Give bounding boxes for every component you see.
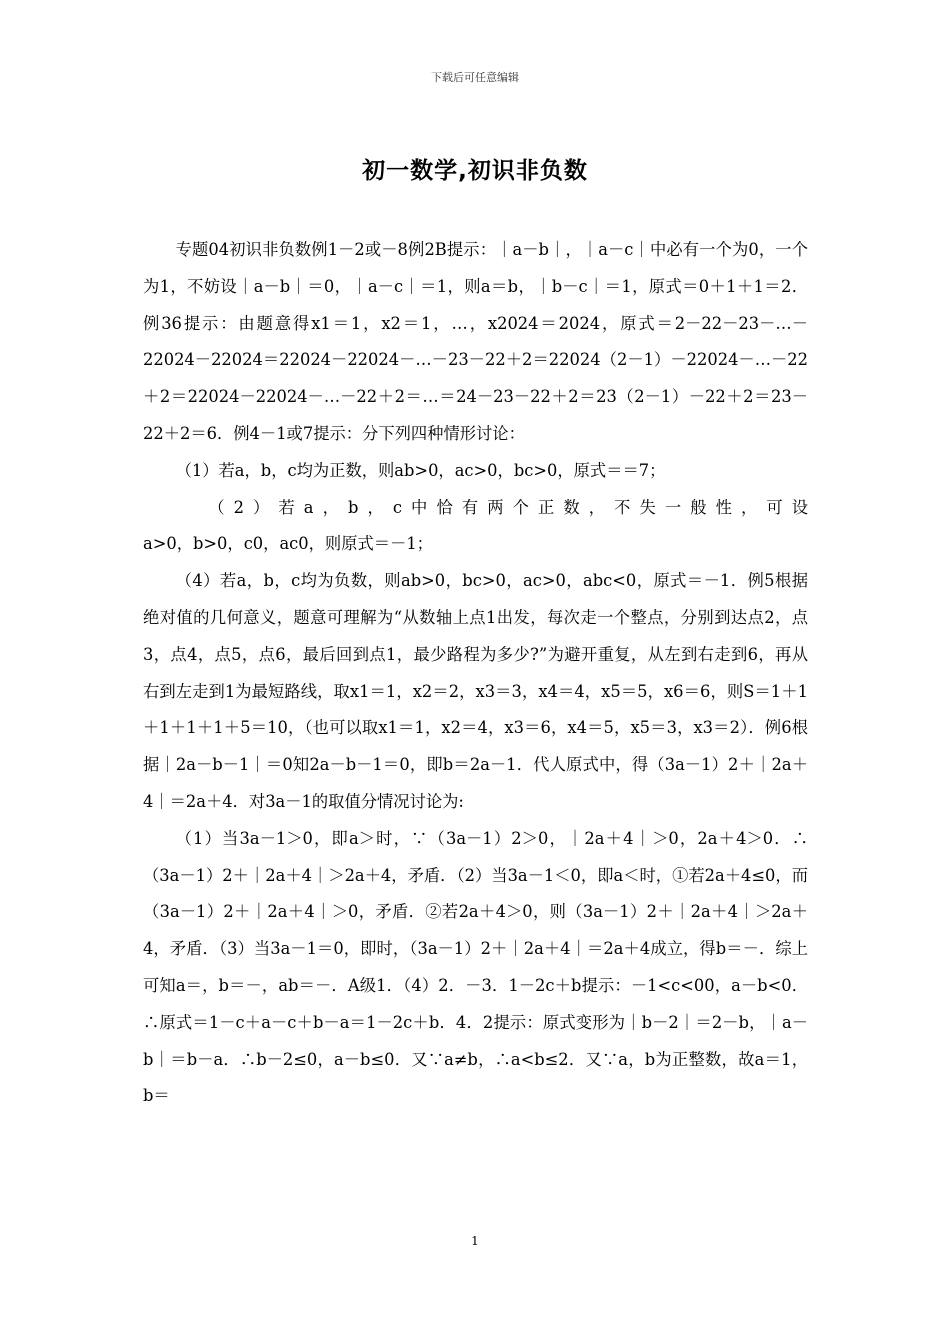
paragraph: 专题04初识非负数例1－2或－8例2B提示：｜a－b｜，｜a－c｜中必有一个为0，一个为1，不妨设｜a－b｜＝0，｜a－c｜＝1，则a＝b，｜b－c｜＝1，原式＝0＋1＋1＝2．例36提示：由题意得x1＝1，x2＝1，…，x2024＝2024，原式＝2－22－23－…－22024－22024＝22024－22024－…－23－22＋2＝22024（2－1）－22024－…－22＋2＝22024－22024－…－22＋2＝…＝24－23－22＋2＝23（2－1）－22＋2＝23－22＋2＝6．例4－1或7提示：分下列四种情形讨论： xyxy=(143,240,808,443)
page-header: 下载后可任意编辑 xyxy=(431,71,519,84)
paragraph: a>0，b>0，c0，ac0，则原式＝－1； xyxy=(143,534,433,554)
paragraph: （1）当3a－1＞0，即a＞时，∵（3a－1）2＞0，｜2a＋4｜＞0，2a＋4＞0．∴（3a－1）2＋｜2a＋4｜＞2a＋4，矛盾．（2）当3a－1＜0，即a＜时，①若2a＋4≤0，而（3a－1）2＋｜2a＋4｜＞0，矛盾．②若2a＋4＞0，则（3a－1）2＋｜2a＋4｜＞2a＋4，矛盾．（3）当3a－1＝0，即时，（3a－1）2＋｜2a＋4｜＝2a＋4成立，得b＝－．综上可知a＝，b＝－，ab＝－．A级1．（4）2．－3．1－2c＋b提示：－1<c<00，a－b<0．∴原式＝1－c＋a－c＋b－a＝1－2c＋b．4．2提示：原式变形为｜b－2｜＝2－b，｜a－b｜＝b－a．∴b－2≤0，a－b≤0．又∵a≠b，∴a<b≤2．又∵a，b为正整数，故a＝1，b＝ xyxy=(143,828,808,1106)
paragraph: （2）若a，b，c中恰有两个正数，不失一般性，可设 xyxy=(208,497,808,517)
paragraph: （1）若a，b，c均为正数，则ab>0，ac>0，bc>0，原式＝＝7； xyxy=(175,460,666,480)
paragraph: （4）若a，b，c均为负数，则ab>0，bc>0，ac>0，abc<0，原式＝－1．例5根据绝对值的几何意义，题意可理解为“从数轴上点1出发，每次走一个整点，分别到达点2，点3，点4，点5，点6，最后回到点1，最少路程为多少?”为避开重复，从左到右走到6，再从右到左走到1为最短路线，取x1＝1，x2＝2，x3＝3，x4＝4，x5＝5，x6＝6，则S＝1＋1＋1＋1＋1＋5＝10，（也可以取x1＝1，x2＝4，x3＝6，x4＝5，x5＝3，x3＝2）．例6根据｜2a－b－1｜＝0知2a－b－1＝0，即b＝2a－1．代人原式中，得（3a－1）2＋｜2a＋4｜＝2a＋4．对3a－1的取值分情况讨论为: xyxy=(143,571,808,811)
document-body xyxy=(143,232,808,1115)
document-title: 初一数学,初识非负数 xyxy=(362,158,588,184)
page-number: 1 xyxy=(471,1234,479,1248)
